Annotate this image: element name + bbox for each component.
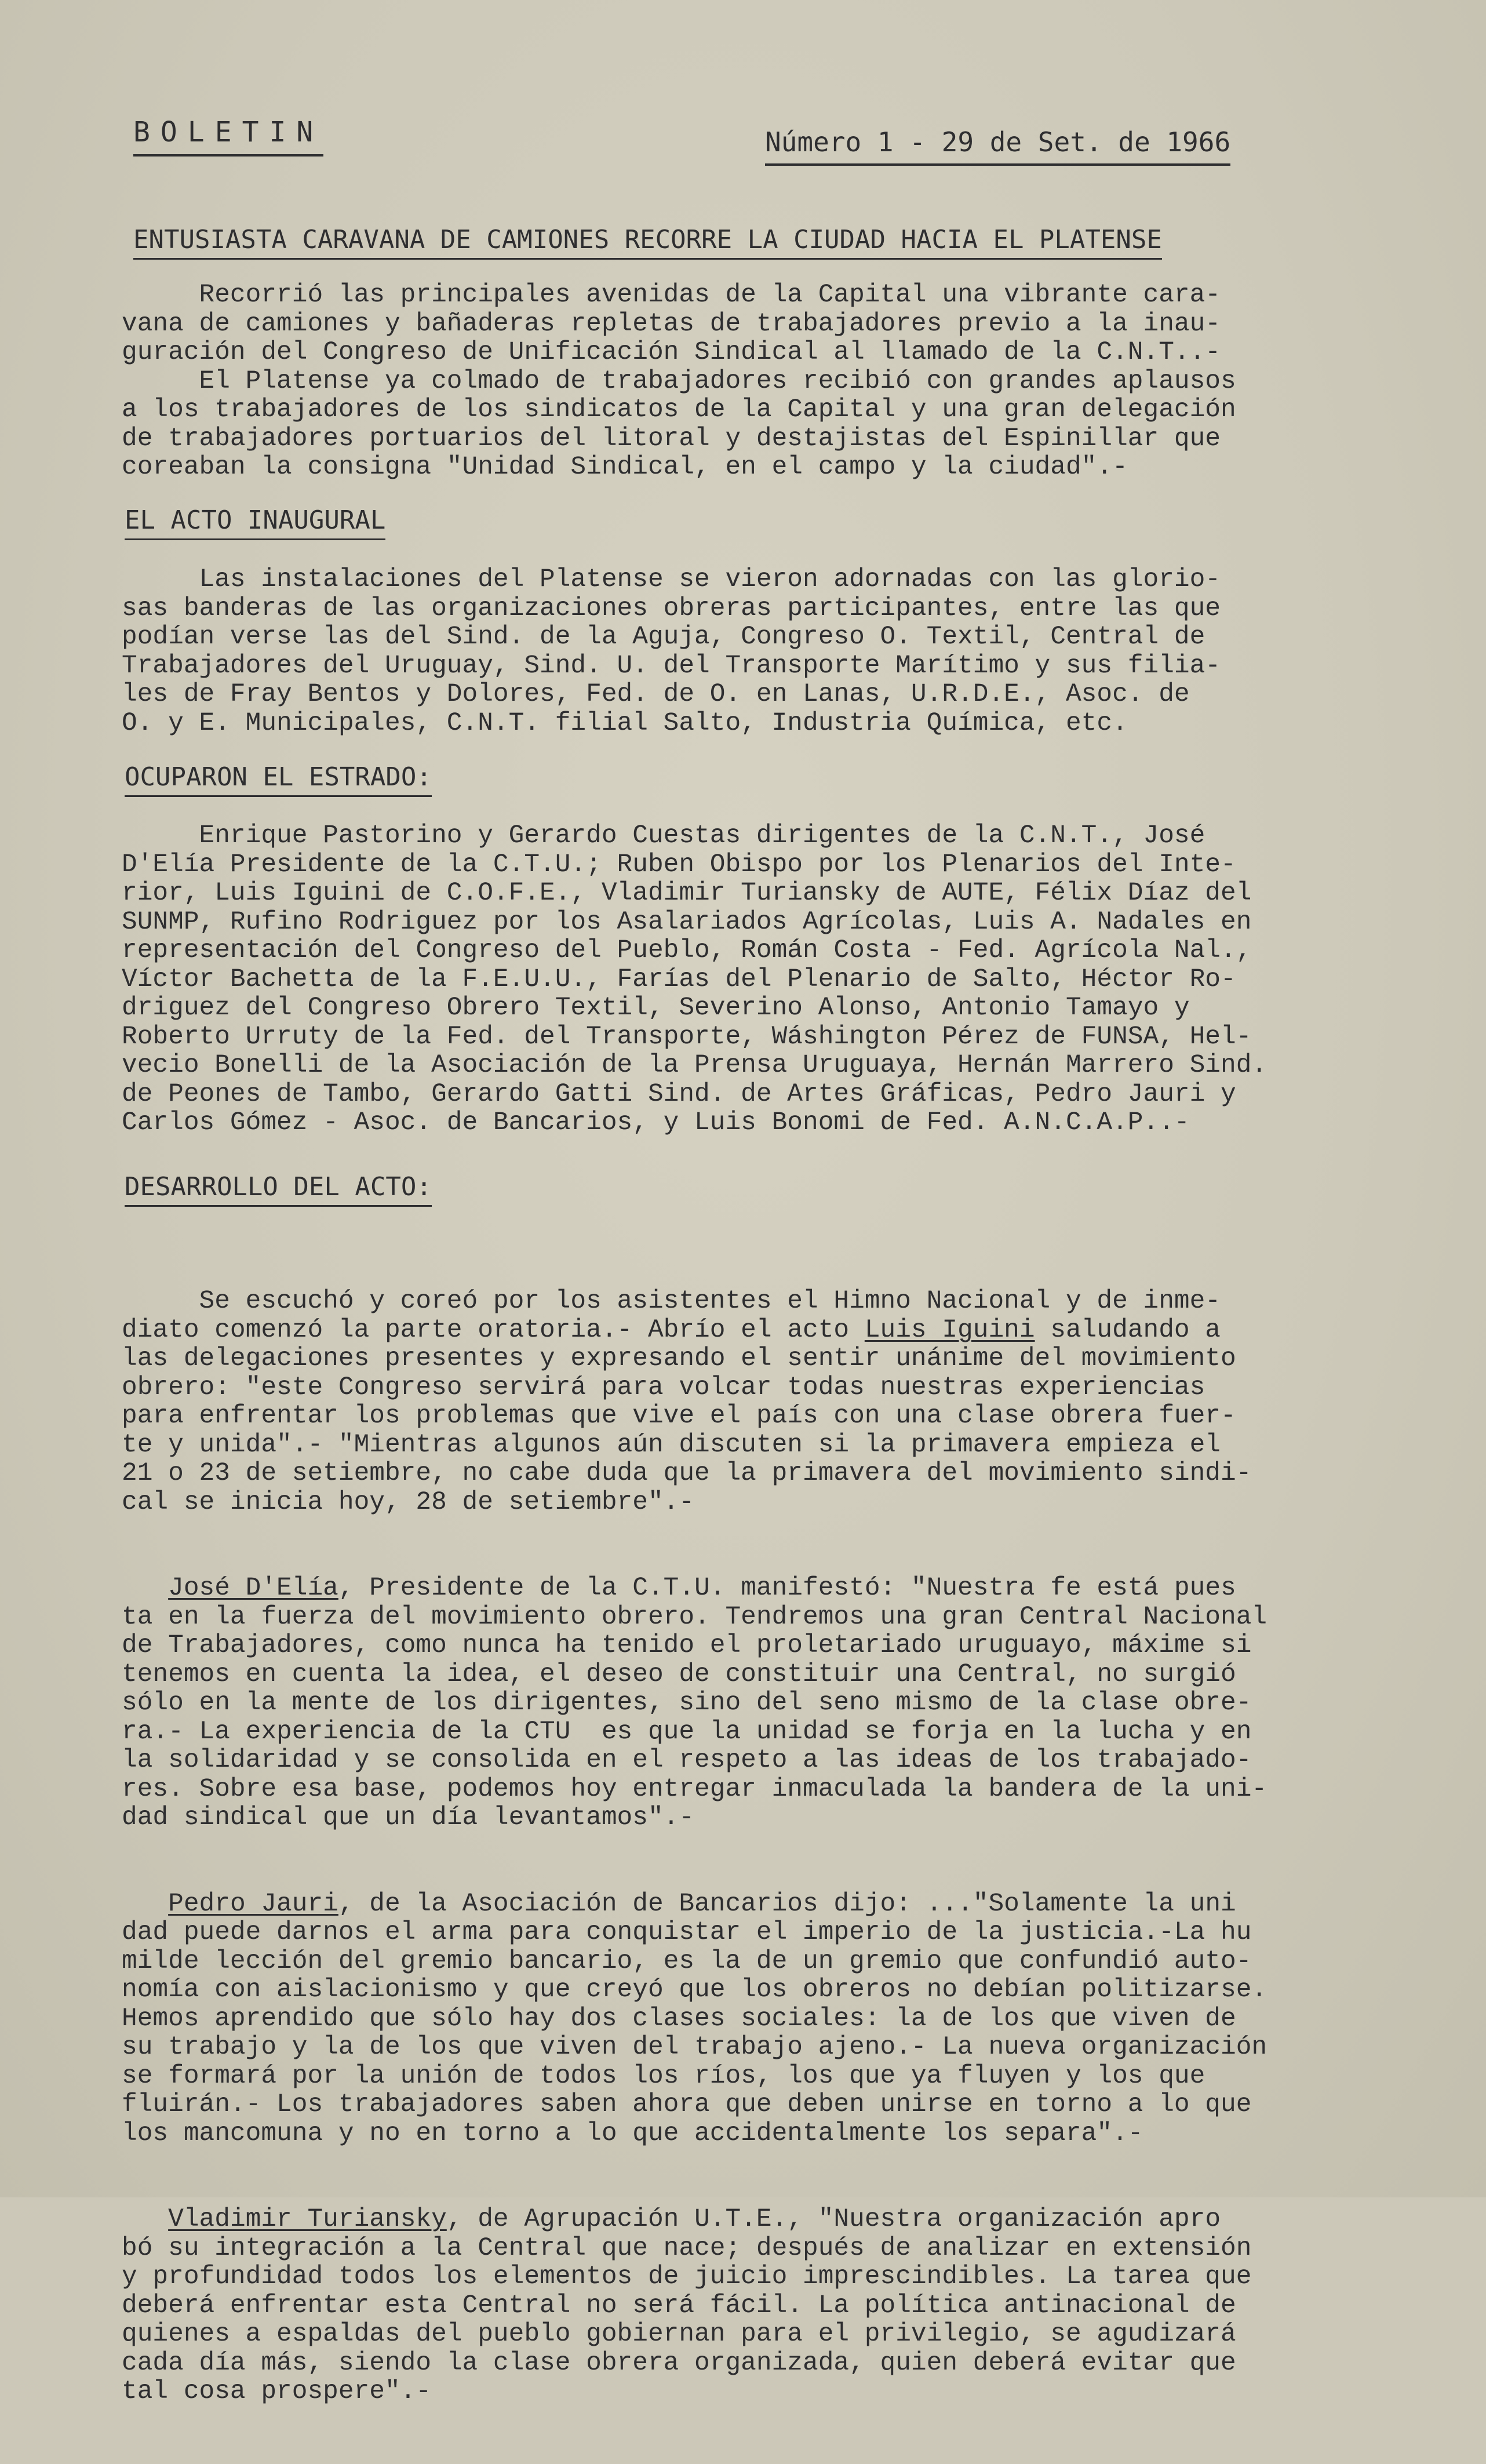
speaker-name-turiansky: Vladimir Turiansky [168,2205,447,2234]
iguini-speech: saludando a las delegaciones presentes y expresando el sentir unánime del movimiento obrero: "este Congreso servirá para volcar todas nuestras experiencias para enfrentar los problemas que vive el país con una clase obrera fuer- te y unida".- "Mientras algunos aún discuten si la primavera empieza el 21 o 23 de setiembre, no cabe duda que la primavera del movimiento sindi- cal se inicia hoy, 28 de setiembre".- [122,1315,1252,1517]
bulletin-label: BOLETIN [133,116,323,148]
issue-number-date: Número 1 - 29 de Set. de 1966 [765,126,1230,158]
section-heading-estrado: OCUPARON EL ESTRADO: [125,762,432,792]
acto-inaugural-paragraph: Las instalaciones del Platense se vieron adornadas con las glorio- sas banderas de las organizaciones obreras participantes, entre las que podían verse las del Sind. de la Aguja, Congreso O. Textil, Central de Trabajadores del Uruguay, Sind. U. del Transporte Marítimo y sus filia- les de Fray Bentos y Dolores, Fed. de O. en Lanas, U.R.D.E., Asoc. de O. y E. Municipales, C.N.T. filial Salto, Industria Química, etc. [122,565,1221,738]
delia-paragraph [122,1574,1397,1833]
speaker-name-jauri: Pedro Jauri [168,1889,338,1919]
section-heading-desarrollo: DESARROLLO DEL ACTO: [125,1172,432,1202]
section-heading-acto-inaugural: EL ACTO INAUGURAL [125,505,385,535]
turiansky-paragraph [122,2205,1397,2407]
iguini-paragraph [122,1287,1397,1517]
desarrollo-body [122,1230,1397,2464]
delia-speech: , Presidente de la C.T.U. manifestó: "Nuestra fe está pues ta en la fuerza del movimiento obrero. Tendremos una gran Central Nacional de Trabajadores, como nunca ha tenido el proletariado uruguayo, máxime si tenemos en cuenta la idea, el deseo de constituir una Central, no surgió sólo en la mente de los dirigentes, sino del seno mismo de la clase obre- ra.- La experiencia de la CTU es que la unidad se forja en la lucha y en la solidaridad y se consolida en el respeto a las ideas de los trabajado- res. Sobre esa base, podemos hoy entregar inmaculada la bandera de la uni- dad sindical que un día levantamos".- [122,1574,1268,1832]
intro-paragraph: Recorrió las principales avenidas de la Capital una vibrante cara- vana de camiones y bañaderas repletas de trabajadores previo a la inau- guración del Congreso de Unificación Sindical al llamado de la C.N.T..- El Platense ya colmado de trabajadores recibió con grandes aplausos a los trabajadores de los sindicatos de la Capital y una gran delegación de trabajadores portuarios del litoral y destajistas del Espinillar que coreaban la consigna "Unidad Sindical, en el campo y la ciudad".- [122,281,1236,482]
speaker-name-iguini: Luis Iguini [864,1315,1035,1345]
jauri-speech: , de la Asociación de Bancarios dijo: ..."Solamente la uni dad puede darnos el arma para conquistar el imperio de la justicia.-La hu milde lección del gremio bancario, es la de un gremio que confundió auto- nomía con aislacionismo y que creyó que los obreros no debían politizarse. Hemos aprendido que sólo hay dos clases sociales: la de los que viven de su trabajo y la de los que viven del trabajo ajeno.- La nueva organización se formará por la unión de todos los ríos, los que ya fluyen y los que fluirán.- Los trabajadores saben ahora que deben unirse en torno a lo que los mancomuna y no en torno a lo que accidentalmente los separa".- [122,1889,1268,2148]
turiansky-speech: , de Agrupación U.T.E., "Nuestra organización apro bó su integración a la Central que nace; después de analizar en extensión y profundidad todos los elementos de juicio imprescindibles. La tarea que deberá enfrentar esta Central no será fácil. La política antinacional de quienes a espaldas del pueblo gobiernan para el privilegio, se agudizará cada día más, siendo la clase obrera organizada, quien deberá evitar que tal cosa prospere".- [122,2205,1252,2406]
main-headline: ENTUSIASTA CARAVANA DE CAMIONES RECORRE LA CIUDAD HACIA EL PLATENSE [133,225,1162,254]
jauri-paragraph [122,1890,1397,2149]
desarrollo-intro-text: Se escuchó y coreó por los asistentes el Himno Nacional y de inme- diato comenzó la parte oratoria.- Abrío el acto [122,1287,1221,1345]
estrado-paragraph: Enrique Pastorino y Gerardo Cuestas dirigentes de la C.N.T., José D'Elía Presidente de la C.T.U.; Ruben Obispo por los Plenarios del Inte- rior, Luis Iguini de C.O.F.E., Vladimir Turiansky de AUTE, Félix Díaz del SUNMP, Rufino Rodriguez por los Asalariados Agrícolas, Luis A. Nadales en representación del Congreso del Pueblo, Román Costa - Fed. Agrícola Nal., Víctor Bachetta de la F.E.U.U., Farías del Plenario de Salto, Héctor Ro- driguez del Congreso Obrero Textil, Severino Alonso, Antonio Tamayo y Roberto Urruty de la Fed. del Transporte, Wáshington Pérez de FUNSA, Hel- vecio Bonelli de la Asociación de la Prensa Uruguaya, Hernán Marrero Sind. de Peones de Tambo, Gerardo Gatti Sind. de Artes Gráficas, Pedro Jauri y Carlos Gómez - Asoc. de Bancarios, y Luis Bonomi de Fed. A.N.C.A.P..- [122,821,1268,1137]
speaker-name-delia: José D'Elía [168,1574,338,1603]
